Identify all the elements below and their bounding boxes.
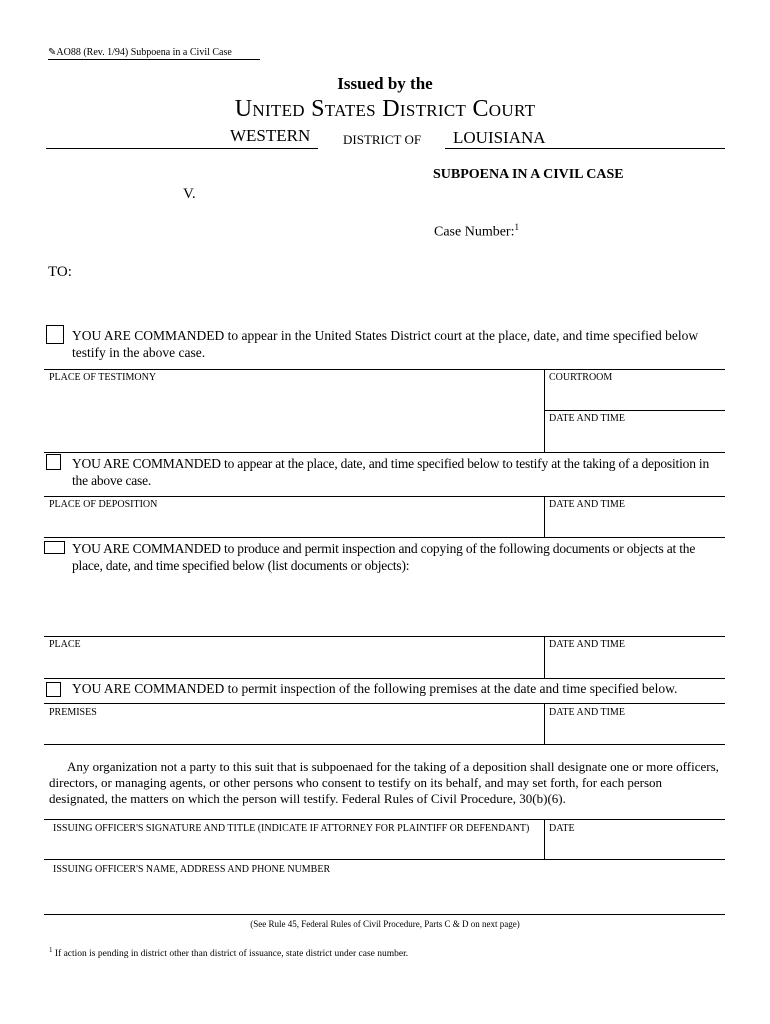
district-state: LOUISIANA	[453, 128, 546, 147]
issuing-table-top	[44, 819, 725, 820]
issuing-date-label: DATE	[549, 823, 575, 834]
district-of-label: DISTRICT OF	[343, 132, 422, 147]
place-of-deposition-label: PLACE OF DEPOSITION	[49, 499, 158, 510]
to-label: TO:	[48, 264, 72, 280]
premises-datetime-label: DATE AND TIME	[549, 707, 625, 718]
testimony-table-bottom	[44, 452, 725, 453]
subpoena-title: SUBPOENA IN A CIVIL CASE	[433, 167, 624, 182]
testimony-divider	[544, 369, 545, 453]
premises-divider	[544, 703, 545, 745]
issuing-name-bottom	[44, 914, 725, 915]
deposition-divider	[544, 496, 545, 538]
documents-command-text: YOU ARE COMMANDED to produce and permit inspection and copying of the following documents or objects at the place, date, and time specified below (list documents or objects):	[72, 541, 696, 573]
testimony-checkbox[interactable]	[46, 325, 64, 344]
organization-note: Any organization not a party to this suit that is subpoenaed for the taking of a deposition shall designate one or more officers, directors, or managing agents, or other persons who consent to testify on its behalf, and may set forth, for each person designated, the matters on which the person will testify. Federal Rules of Civil Procedure, 30(b)(6).	[49, 759, 719, 806]
testimony-datetime-label: DATE AND TIME	[549, 413, 625, 424]
rule-note: (See Rule 45, Federal Rules of Civil Procedure, Parts C & D on next page)	[250, 919, 520, 929]
district-prefix: WESTERN	[230, 126, 311, 145]
documents-checkbox[interactable]	[44, 541, 65, 554]
footnote-marker: 1	[49, 946, 53, 954]
footnote: $^1$ If action is pending in district other than district of issuance, state district under case number.	[49, 946, 409, 960]
deposition-checkbox[interactable]	[46, 454, 61, 470]
documents-table-top	[44, 636, 725, 637]
deposition-table-bottom	[44, 537, 725, 538]
documents-datetime-label: DATE AND TIME	[549, 639, 625, 650]
issued-by-heading: Issued by the	[337, 74, 433, 93]
signature-label: ISSUING OFFICER'S SIGNATURE AND TITLE (INDICATE IF ATTORNEY FOR PLAINTIFF OR DEFENDANT)	[53, 823, 530, 834]
place-of-testimony-label: PLACE OF TESTIMONY	[49, 372, 157, 383]
deposition-table-top	[44, 496, 725, 497]
testimony-table-top	[44, 369, 725, 370]
deposition-command-text: YOU ARE COMMANDED to appear at the place, date, and time specified below to testify at the taking of a deposition in the above case.	[72, 456, 710, 488]
testimony-command-text: YOU ARE COMMANDED to appear in the United States District court at the place, date, and time specified below testify in the above case.	[72, 328, 699, 360]
issuing-divider	[544, 819, 545, 860]
form-id: ✎AO88 (Rev. 1/94) Subpoena in a Civil Case	[48, 47, 232, 58]
premises-table-top	[44, 703, 725, 704]
documents-divider	[544, 636, 545, 679]
courtroom-label: COURTROOM	[549, 372, 613, 383]
premises-label: PREMISES	[49, 707, 97, 718]
form-id-underline	[48, 59, 260, 60]
versus-label: V.	[183, 186, 196, 202]
issuing-signature-bottom	[44, 859, 725, 860]
premises-table-bottom	[44, 744, 725, 745]
documents-table-bottom	[44, 678, 725, 679]
premises-checkbox[interactable]	[46, 682, 61, 697]
case-number-label: Case Number:$^1$	[434, 222, 519, 240]
courtroom-rule	[544, 410, 725, 411]
issuing-name-label: ISSUING OFFICER'S NAME, ADDRESS AND PHONE NUMBER	[53, 864, 331, 875]
documents-place-label: PLACE	[49, 639, 81, 650]
case-number-footnote-marker: 1	[514, 222, 519, 232]
header-rule-left	[46, 148, 318, 149]
deposition-datetime-label: DATE AND TIME	[549, 499, 625, 510]
court-name: United States District Court	[234, 96, 536, 122]
header-rule-right	[445, 148, 725, 149]
premises-command-text: YOU ARE COMMANDED to permit inspection of the following premises at the date and time specified below.	[72, 681, 678, 696]
